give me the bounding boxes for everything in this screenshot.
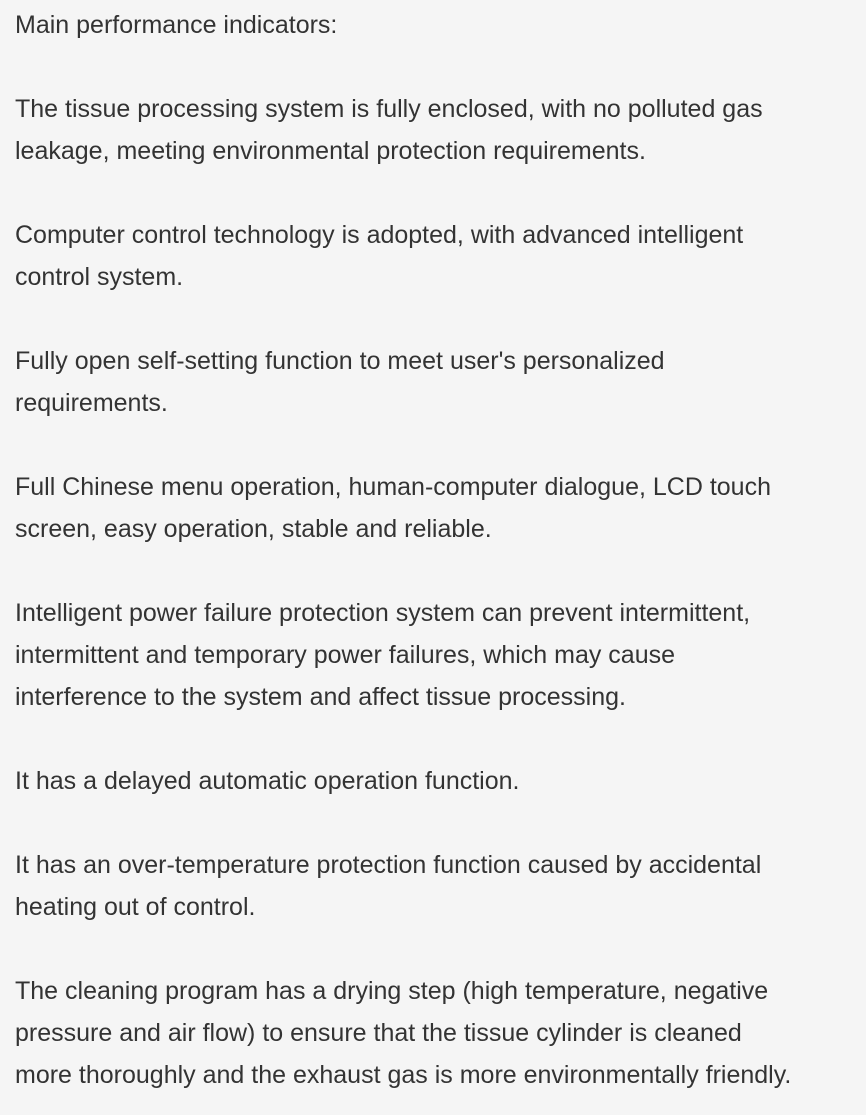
paragraph-menu-operation <box>15 466 866 550</box>
paragraph-line: heating out of control. <box>15 893 256 921</box>
paragraph-spacing <box>15 172 866 214</box>
paragraph-spacing <box>15 550 866 592</box>
document-content <box>0 4 866 1115</box>
paragraph-line: intermittent and temporary power failures, which may cause <box>15 641 676 669</box>
paragraph-cleaning-program <box>15 970 866 1096</box>
paragraph-spacing <box>15 718 866 760</box>
paragraph-spacing <box>15 802 866 844</box>
paragraph-line: more thoroughly and the exhaust gas is more environmentally friendly. <box>15 1061 792 1089</box>
paragraph-line: leakage, meeting environmental protection requirements. <box>15 137 646 165</box>
paragraph-delayed-operation <box>15 760 866 802</box>
paragraph-line: It has an over-temperature protection function caused by accidental <box>15 851 762 879</box>
paragraph-line: Full Chinese menu operation, human-computer dialogue, LCD touch <box>15 473 771 501</box>
paragraph-line: The tissue processing system is fully enclosed, with no polluted gas <box>15 95 763 123</box>
paragraph-self-setting <box>15 340 866 424</box>
paragraph-line: Computer control technology is adopted, with advanced intelligent <box>15 221 744 249</box>
paragraph-spacing <box>15 424 866 466</box>
paragraph-line: control system. <box>15 263 184 291</box>
paragraph-enclosed-system <box>15 88 866 172</box>
paragraph-line: Fully open self-setting function to meet user's personalized <box>15 347 665 375</box>
paragraph-computer-control <box>15 214 866 298</box>
paragraph-line: interference to the system and affect tissue processing. <box>15 683 626 711</box>
paragraph-power-failure-protection <box>15 592 866 718</box>
paragraph-line: pressure and air flow) to ensure that the tissue cylinder is cleaned <box>15 1019 742 1047</box>
paragraph-spacing <box>15 298 866 340</box>
paragraph-line: Intelligent power failure protection system can prevent intermittent, <box>15 599 751 627</box>
paragraph-line: requirements. <box>15 389 168 417</box>
paragraph-line: The cleaning program has a drying step (high temperature, negative <box>15 977 769 1005</box>
paragraph-over-temperature-protection <box>15 844 866 928</box>
section-heading: Main performance indicators: <box>15 11 338 39</box>
paragraph-line: It has a delayed automatic operation function. <box>15 767 520 795</box>
paragraph-line: screen, easy operation, stable and reliable. <box>15 515 492 543</box>
paragraph-spacing <box>15 46 866 88</box>
paragraph-spacing <box>15 928 866 970</box>
